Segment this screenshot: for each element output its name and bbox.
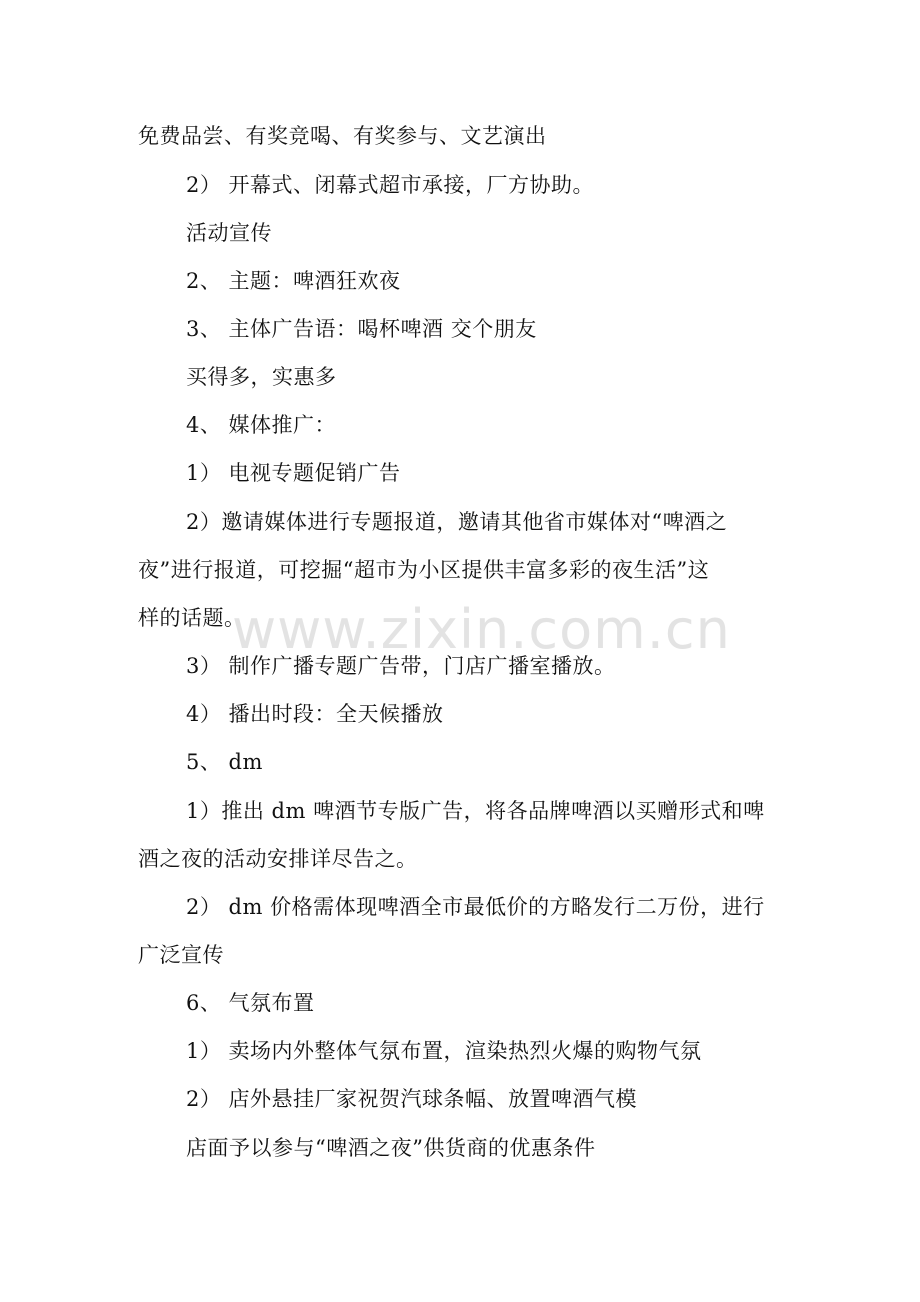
text-line: 4） 播出时段：全天候播放: [186, 702, 444, 726]
text-line: 3） 制作广播专题广告带，门店广播室播放。: [186, 654, 616, 678]
text-line: 夜”进行报道，可挖掘“超市为小区提供丰富多彩的夜生活”这: [138, 558, 710, 582]
text-line: 6、 气氛布置: [186, 991, 315, 1015]
text-line: 2、 主题：啤酒狂欢夜: [186, 269, 401, 293]
text-line: 1）推出 dm 啤酒节专版广告，将各品牌啤酒以买赠形式和啤: [186, 799, 765, 823]
site-watermark: www.zixin.com.cn: [232, 598, 731, 661]
text-line: 3、 主体广告语：喝杯啤酒 交个朋友: [186, 317, 537, 341]
text-line: 活动宣传: [186, 221, 272, 245]
text-line: 4、 媒体推广：: [186, 413, 337, 437]
text-line: 5、 dm: [186, 750, 263, 774]
text-line: 广泛宣传: [138, 943, 224, 967]
text-line: 1） 电视专题促销广告: [186, 461, 401, 485]
text-line: 1） 卖场内外整体气氛布置，渲染热烈火爆的购物气氛: [186, 1039, 702, 1063]
text-line: 免费品尝、有奖竞喝、有奖参与、文艺演出: [138, 124, 547, 148]
text-line: 2）邀请媒体进行专题报道，邀请其他省市媒体对“啤酒之: [186, 510, 728, 534]
text-line: 买得多，实惠多: [186, 365, 337, 389]
text-line: 样的话题。: [138, 606, 246, 630]
text-line: 酒之夜的活动安排详尽告之。: [138, 847, 418, 871]
text-line: 2） 店外悬挂厂家祝贺汽球条幅、放置啤酒气模: [186, 1087, 638, 1111]
text-line: 店面予以参与“啤酒之夜”供货商的优惠条件: [186, 1136, 596, 1160]
text-line: 2） 开幕式、闭幕式超市承接，厂方协助。: [186, 173, 595, 197]
text-line: 2） dm 价格需体现啤酒全市最低价的方略发行二万份，进行: [186, 895, 765, 919]
